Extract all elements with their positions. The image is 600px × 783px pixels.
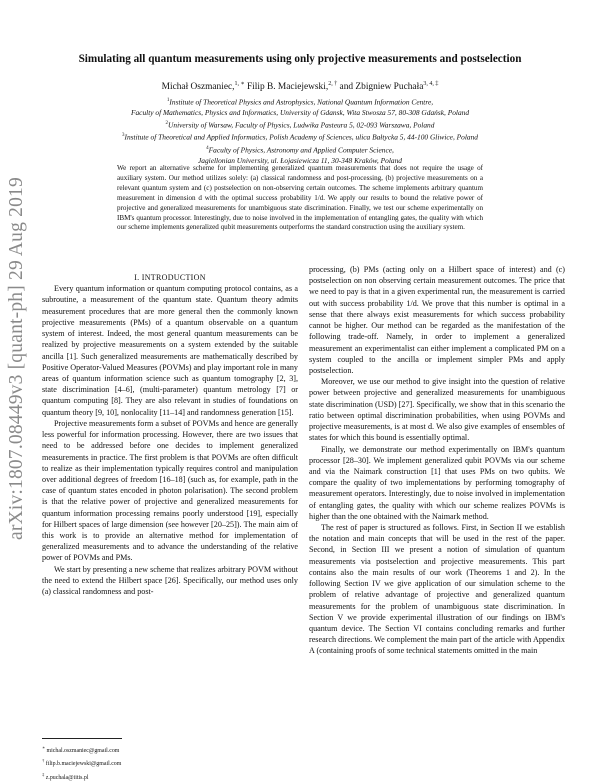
author-name: Filip B. Maciejewski, [246, 82, 329, 93]
footnote-email[interactable]: ∗ michal.oszmaniec@gmail.com [42, 745, 120, 754]
footnote-divider [42, 738, 122, 739]
author-name: and Zbigniew Puchała [339, 82, 424, 93]
body-paragraph: Projective measurements form a subset of POVMs and hence are generally less powerful for information processing. However, there are two issues that need to be addressed before one decides to implement generalized measurements in practice. The first problem is that POVMs are often difficult to realize as their implementation typically requires control and manipulation over additional degrees of freedom [16–18] (such as, for example, path in the case of quantum states encoded in photon polarisation). The second problem is that the relative power of projective and generalized measurements for quantum information processing remains poorly understood [19], especially for Hilbert spaces of large dimension (see however [20–25]). The main aim of this work is to provide an alternative method for implementation of generalized measurements and to advance the understanding of the relative power of POVMs and PMs. [42, 418, 298, 563]
body-paragraph: Every quantum information or quantum computing protocol contains, as a subroutine, a measurement of the quantum state. Quantum theory admits measurement procedures that are more general then the commonly known projective measurements (PMs) of a quantum observable on a quantum system of interest. Indeed, the most general quantum measurements can be realized by projective measurements on a system extended by the suitable ancilla [1]. Such generalized measurements are mathematically described by Positive Operator-Valued Measures (POVMs) and play important role in many areas of quantum information science such as quantum tomography [2, 3], state discrimination [4–6], (multi-parameter) quantum metrology [7] or quantum computing [8]. They are also relevant in studies of foundations on quantum theory [9, 10], nonlocality [11–14] and randomness generation [15]. [42, 284, 298, 417]
footnotes [42, 743, 242, 783]
author-name: Michał Oszmaniec, [161, 82, 235, 93]
body-paragraph: We start by presenting a new scheme that realizes arbitrary POVM without the need to extend the Hilbert space [26]. Specifically, our method uses only (a) classical randomness and post- [42, 564, 298, 597]
body-paragraph: processing, (b) PMs (acting only on a Hilbert space of interest) and (c) postselection on non observing certain measurement outcomes. The price that we need to pay is that in a given experimental run, the measurement is carried out with success probability 1/d. We prove that this number is optimal in a sense that there always exist measurements for which success probability cannot be higher. Our method can be regarded as the manifestation of the following trade-off. Namely, in order to implement a generalized measurement an experimentalist can either implement a complicated PM on a system coupled to the ancilla or implement simpler PMs and apply postselection. [309, 265, 565, 375]
author-list [40, 80, 560, 92]
affiliation-line: Jagiellonian University, ul. Łojasiewicza 11, 30-348 Kraków, Poland [198, 155, 402, 165]
body-paragraph: The rest of paper is structured as follows. First, in Section II we establish the notation and main concepts that will be used in the rest of the paper. Second, in Section III we present a notion of simulation of quantum measurements via postselection and projective measurements. This part contains also the main results of our work (Theorems 1 and 2). In the following Section IV we give application of our simulation scheme to the problem of relative advantage of projective and generalized quantum measurements for the problem of unambiguous state discrimination. In Section V we provide experimental illustration of our findings on IBM's quantum device. The Section VI contains concluding remarks and further research directions. We complement the main part of the article with Appendix A (containing proofs of some technical statements omitted in the main [309, 523, 565, 656]
arxiv-stamp[interactable]: arXiv:1807.08449v3 [quant-ph] 29 Aug 2019 [6, 177, 27, 540]
author-sup: 3, 4, ‡ [423, 81, 439, 87]
right-column [309, 264, 565, 657]
body-paragraph: Finally, we demonstrate our method experimentally on IBM's quantum processor [28–30]. We implement generalized qubit POVMs via our scheme and via the Naimark construction [1] that uses PMs on two qubits. We compare the quality of two implementations by performing tomography of measurement operators. Interestingly, due to noise involved in implementation of entangling gates, the quality with which our scheme realizes POVMs is higher than the one obtained with the Naimark method. [309, 444, 565, 521]
affiliation-line: $^4$Faculty of Physics, Astronomy and Applied Computer Science, [206, 145, 394, 155]
author-sup: 1, ∗ [234, 81, 245, 87]
affiliation-line: $^2$University of Warsaw, Faculty of Physics, Ludwika Pasteura 5, 02-093 Warszawa, Poland [165, 120, 435, 130]
affiliation-line: $^3$Institute of Theoretical and Applied Informatics, Polish Academy of Sciences, ulica Bałtycka 5, 44-100 Gliwice, Poland [121, 132, 479, 142]
section-heading: I. INTRODUCTION [134, 273, 206, 282]
paper-title: Simulating all quantum measurements using only projective measurements and postselection [78, 53, 522, 65]
footnote-email[interactable]: ‡ z.puchala@iitis.pl [42, 771, 89, 781]
affiliation-line: $^1$Institute of Theoretical Physics and Astrophysics, National Quantum Information Centre, [166, 97, 434, 107]
affiliations [40, 96, 560, 167]
affiliation-line: Faculty of Mathematics, Physics and Informatics, University of Gdansk, Wita Stwosza 57, 80-308 Gdańsk, Poland [130, 108, 470, 118]
footnote-email[interactable]: † filip.b.maciejewski@gmail.com [42, 758, 122, 768]
body-paragraph: Moreover, we use our method to give insight into the question of relative power between projective and generalized measurements for unambiguous state discrimination (USD) [27]. Specifically, we show that in this scenario the ratio between optimal discrimination probabilities, when using POVMs and projective measurements, is at most d. We also give examples of ensembles of states for which this bound is essentially optimal. [309, 377, 565, 443]
abstract: We report an alternative scheme for implementing generalized quantum measurements that does not require the usage of auxiliary system. Our method utilizes solely: (a) classical randomness and post-processing, (b) projective measurements on a relevant quantum system and (c) postselection on non-observing certain outcomes. The scheme implements arbitrary quantum measurement in dimension d with the optimal success probability 1/d. We apply our results to bound the relative power of projective and generalized measurements for unambiguous state discrimination. Finally, we test our scheme experimentally on IBM's quantum processor. Interestingly, due to noise involved in the implementation of entangling gates, the quality with which our scheme implements generalized qubit measurements outperforms the standard construction using the auxiliary system. [117, 164, 483, 232]
author-sup: 2, † [328, 81, 338, 87]
left-column [42, 272, 298, 597]
